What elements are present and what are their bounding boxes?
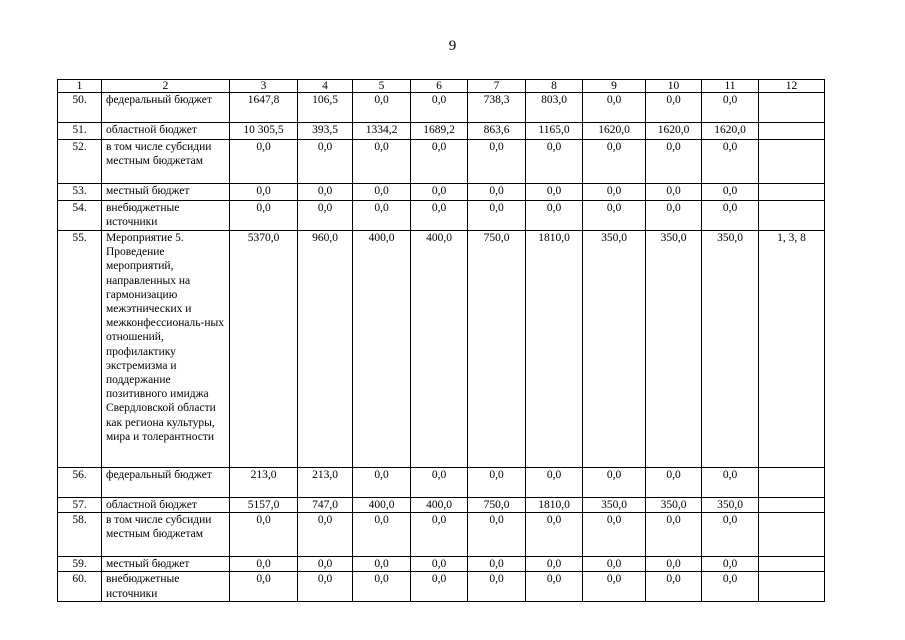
value-cell: 0,0 xyxy=(583,557,646,572)
value-cell: 5370,0 xyxy=(230,231,298,468)
value-cell: 1334,2 xyxy=(353,123,411,140)
value-cell: 960,0 xyxy=(298,231,353,468)
value-cell xyxy=(759,123,825,140)
value-cell: 0,0 xyxy=(583,513,646,557)
table-row xyxy=(58,231,825,468)
row-number: 55. xyxy=(58,231,102,468)
table-row xyxy=(58,498,825,513)
value-cell: 1620,0 xyxy=(583,123,646,140)
value-cell: 0,0 xyxy=(468,513,526,557)
value-cell xyxy=(759,513,825,557)
table-row xyxy=(58,93,825,123)
value-cell: 0,0 xyxy=(230,513,298,557)
header-cell: 4 xyxy=(298,80,353,93)
value-cell: 0,0 xyxy=(702,140,759,184)
row-number: 58. xyxy=(58,513,102,557)
value-cell: 0,0 xyxy=(353,557,411,572)
value-cell xyxy=(759,201,825,231)
row-name: федеральный бюджет xyxy=(102,93,230,123)
value-cell: 1620,0 xyxy=(646,123,702,140)
header-cell: 2 xyxy=(102,80,230,93)
row-number: 50. xyxy=(58,93,102,123)
value-cell: 0,0 xyxy=(411,468,468,498)
row-number: 52. xyxy=(58,140,102,184)
value-cell: 0,0 xyxy=(526,572,583,602)
value-cell: 803,0 xyxy=(526,93,583,123)
header-cell: 11 xyxy=(702,80,759,93)
table-row xyxy=(58,123,825,140)
header-cell: 7 xyxy=(468,80,526,93)
row-number: 51. xyxy=(58,123,102,140)
table-row xyxy=(58,557,825,572)
value-cell: 1810,0 xyxy=(526,231,583,468)
value-cell xyxy=(759,184,825,201)
value-cell: 0,0 xyxy=(468,201,526,231)
value-cell: 0,0 xyxy=(526,184,583,201)
row-number: 54. xyxy=(58,201,102,231)
value-cell: 0,0 xyxy=(702,513,759,557)
value-cell xyxy=(759,468,825,498)
value-cell: 350,0 xyxy=(583,231,646,468)
value-cell: 400,0 xyxy=(411,498,468,513)
value-cell: 0,0 xyxy=(583,140,646,184)
table-row xyxy=(58,184,825,201)
value-cell xyxy=(759,93,825,123)
value-cell: 0,0 xyxy=(646,468,702,498)
value-cell xyxy=(759,140,825,184)
value-cell xyxy=(759,557,825,572)
value-cell xyxy=(759,498,825,513)
value-cell: 5157,0 xyxy=(230,498,298,513)
value-cell: 0,0 xyxy=(583,184,646,201)
value-cell: 0,0 xyxy=(353,468,411,498)
value-cell: 0,0 xyxy=(583,572,646,602)
value-cell: 1, 3, 8 xyxy=(759,231,825,468)
value-cell: 750,0 xyxy=(468,231,526,468)
value-cell: 400,0 xyxy=(411,231,468,468)
value-cell: 0,0 xyxy=(411,201,468,231)
value-cell: 0,0 xyxy=(230,572,298,602)
value-cell: 0,0 xyxy=(468,468,526,498)
table-row xyxy=(58,468,825,498)
value-cell: 0,0 xyxy=(646,572,702,602)
value-cell xyxy=(759,572,825,602)
value-cell: 0,0 xyxy=(646,140,702,184)
value-cell: 0,0 xyxy=(298,140,353,184)
value-cell: 0,0 xyxy=(702,184,759,201)
value-cell: 0,0 xyxy=(411,572,468,602)
row-number: 60. xyxy=(58,572,102,602)
value-cell: 0,0 xyxy=(583,201,646,231)
value-cell: 0,0 xyxy=(526,468,583,498)
header-cell: 6 xyxy=(411,80,468,93)
value-cell: 0,0 xyxy=(646,93,702,123)
value-cell: 0,0 xyxy=(230,140,298,184)
value-cell: 0,0 xyxy=(468,184,526,201)
value-cell: 0,0 xyxy=(526,513,583,557)
value-cell: 400,0 xyxy=(353,231,411,468)
value-cell: 750,0 xyxy=(468,498,526,513)
value-cell: 738,3 xyxy=(468,93,526,123)
table-row xyxy=(58,513,825,557)
value-cell: 0,0 xyxy=(646,513,702,557)
header-cell: 3 xyxy=(230,80,298,93)
value-cell: 0,0 xyxy=(526,557,583,572)
value-cell: 0,0 xyxy=(646,557,702,572)
value-cell: 0,0 xyxy=(583,468,646,498)
row-number: 59. xyxy=(58,557,102,572)
value-cell: 747,0 xyxy=(298,498,353,513)
value-cell: 0,0 xyxy=(702,572,759,602)
row-number: 56. xyxy=(58,468,102,498)
value-cell: 0,0 xyxy=(468,140,526,184)
header-cell: 1 xyxy=(58,80,102,93)
row-name: в том числе субсидии местным бюджетам xyxy=(102,513,230,557)
value-cell: 0,0 xyxy=(702,468,759,498)
header-cell: 12 xyxy=(759,80,825,93)
row-number: 57. xyxy=(58,498,102,513)
value-cell: 0,0 xyxy=(411,513,468,557)
header-cell: 8 xyxy=(526,80,583,93)
value-cell: 0,0 xyxy=(526,201,583,231)
header-cell: 10 xyxy=(646,80,702,93)
value-cell: 0,0 xyxy=(526,140,583,184)
value-cell: 0,0 xyxy=(583,93,646,123)
value-cell: 0,0 xyxy=(230,184,298,201)
table-row xyxy=(58,572,825,602)
header-row xyxy=(58,80,825,93)
row-name: в том числе субсидии местным бюджетам xyxy=(102,140,230,184)
value-cell: 0,0 xyxy=(468,557,526,572)
value-cell: 1689,2 xyxy=(411,123,468,140)
value-cell: 1620,0 xyxy=(702,123,759,140)
value-cell: 0,0 xyxy=(468,572,526,602)
value-cell: 0,0 xyxy=(230,201,298,231)
value-cell: 1647,8 xyxy=(230,93,298,123)
value-cell: 350,0 xyxy=(702,498,759,513)
value-cell: 350,0 xyxy=(702,231,759,468)
page-number: 9 xyxy=(448,38,457,54)
value-cell: 0,0 xyxy=(702,557,759,572)
value-cell: 0,0 xyxy=(298,201,353,231)
value-cell: 106,5 xyxy=(298,93,353,123)
row-name: местный бюджет xyxy=(102,557,230,572)
budget-table xyxy=(57,79,825,602)
value-cell: 350,0 xyxy=(646,498,702,513)
value-cell: 0,0 xyxy=(411,93,468,123)
value-cell: 0,0 xyxy=(353,184,411,201)
value-cell: 0,0 xyxy=(702,201,759,231)
value-cell: 0,0 xyxy=(298,513,353,557)
row-name: федеральный бюджет xyxy=(102,468,230,498)
value-cell: 350,0 xyxy=(583,498,646,513)
row-number: 53. xyxy=(58,184,102,201)
value-cell: 0,0 xyxy=(353,93,411,123)
value-cell: 0,0 xyxy=(702,93,759,123)
value-cell: 0,0 xyxy=(298,572,353,602)
value-cell: 1810,0 xyxy=(526,498,583,513)
value-cell: 1165,0 xyxy=(526,123,583,140)
row-name: Мероприятие 5. Проведение мероприятий, направленных на гармонизацию межэтнических и межконфессиональ-ных отношений, профилактику экстремизма и поддержание позитивного имиджа Свердловской области как региона культуры, мира и толерантности xyxy=(102,231,230,468)
value-cell: 0,0 xyxy=(298,557,353,572)
value-cell: 0,0 xyxy=(353,572,411,602)
header-cell: 5 xyxy=(353,80,411,93)
value-cell: 350,0 xyxy=(646,231,702,468)
value-cell: 0,0 xyxy=(411,557,468,572)
row-name: областной бюджет xyxy=(102,498,230,513)
table-row xyxy=(58,201,825,231)
value-cell: 10 305,5 xyxy=(230,123,298,140)
table-row xyxy=(58,140,825,184)
row-name: внебюджетные источники xyxy=(102,572,230,602)
value-cell: 0,0 xyxy=(411,184,468,201)
row-name: областной бюджет xyxy=(102,123,230,140)
header-cell: 9 xyxy=(583,80,646,93)
value-cell: 400,0 xyxy=(353,498,411,513)
value-cell: 863,6 xyxy=(468,123,526,140)
value-cell: 0,0 xyxy=(353,201,411,231)
row-name: внебюджетные источники xyxy=(102,201,230,231)
value-cell: 0,0 xyxy=(298,184,353,201)
value-cell: 0,0 xyxy=(646,201,702,231)
row-name: местный бюджет xyxy=(102,184,230,201)
value-cell: 0,0 xyxy=(353,513,411,557)
value-cell: 213,0 xyxy=(298,468,353,498)
value-cell: 0,0 xyxy=(411,140,468,184)
value-cell: 213,0 xyxy=(230,468,298,498)
value-cell: 0,0 xyxy=(230,557,298,572)
value-cell: 0,0 xyxy=(353,140,411,184)
value-cell: 393,5 xyxy=(298,123,353,140)
value-cell: 0,0 xyxy=(646,184,702,201)
